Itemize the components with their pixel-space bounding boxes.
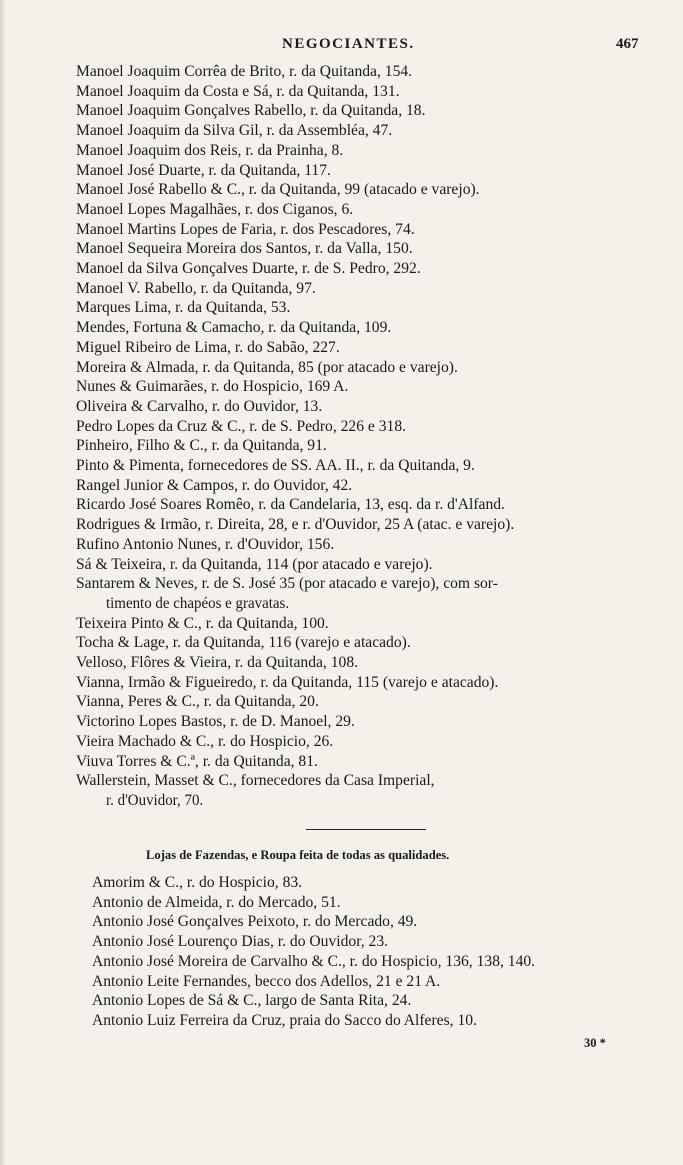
signature-mark: 30 * (584, 1036, 606, 1050)
list-item: Velloso, Flôres & Vieira, r. da Quitanda, 108. (76, 654, 359, 671)
list-item: Vianna, Peres & C., r. da Quitanda, 20. (76, 693, 319, 711)
list-item: Rodrigues & Irmão, r. Direita, 28, e r. d'Ouvidor, 25 A (atac. e varejo). (76, 516, 515, 534)
list-item: Miguel Ribeiro de Lima, r. do Sabão, 227. (76, 338, 340, 356)
list-item: Antonio Leite Fernandes, becco dos Adellos, 21 e 21 A. (92, 972, 441, 990)
list-item: Oliveira & Carvalho, r. do Ouvidor, 13. (76, 397, 323, 415)
list-item: Marques Lima, r. da Quitanda, 53. (76, 299, 291, 317)
list-item: Antonio José Moreira de Carvalho & C., r. do Hospicio, 136, 138, 140. (92, 952, 536, 970)
list-item: Antonio José Gonçalves Peixoto, r. do Mercado, 49. (92, 913, 418, 931)
list-item: Pinheiro, Filho & C., r. da Quitanda, 91. (76, 437, 327, 455)
list-item: Sá & Teixeira, r. da Quitanda, 114 (por atacado e varejo). (76, 555, 433, 573)
list-item: Manoel José Rabello & C., r. da Quitanda, 99 (atacado e varejo). (76, 181, 480, 199)
list-item: Ricardo José Soares Romêo, r. da Candelaria, 13, esq. da r. d'Alfand. (76, 496, 505, 514)
list-item: Manoel Martins Lopes de Faria, r. dos Pescadores, 74. (76, 220, 415, 238)
list-item: Amorim & C., r. do Hospicio, 83. (92, 874, 303, 891)
list-item: Manoel Joaquim Corrêa de Brito, r. da Quitanda, 154. (76, 63, 413, 80)
list-item: Manoel da Silva Gonçalves Duarte, r. de S. Pedro, 292. (76, 260, 421, 277)
list-item: Teixeira Pinto & C., r. da Quitanda, 100. (76, 614, 329, 632)
list-item-continuation: timento de chapéos e gravatas. (106, 594, 290, 612)
list-item: Manoel Lopes Magalhães, r. dos Ciganos, 6. (76, 200, 354, 218)
list-item: Manoel V. Rabello, r. da Quitanda, 97. (76, 279, 316, 297)
section-divider (306, 829, 426, 830)
list-item: Nunes & Guimarães, r. do Hospicio, 169 A. (76, 378, 349, 396)
list-item: Antonio de Almeida, r. do Mercado, 51. (92, 893, 341, 911)
list-item: Vianna, Irmão & Figueiredo, r. da Quitanda, 115 (varejo e atacado). (76, 673, 499, 691)
list-item: Manoel Joaquim Gonçalves Rabello, r. da Quitanda, 18. (76, 102, 426, 120)
list-item: Antonio Luiz Ferreira da Cruz, praia do Sacco do Alferes, 10. (92, 1011, 477, 1029)
list-item: Pinto & Pimenta, fornecedores de SS. AA. II., r. da Quitanda, 9. (76, 457, 475, 474)
list-item: Wallerstein, Masset & C., fornecedores da Casa Imperial, (76, 772, 435, 790)
list-item: Santarem & Neves, r. de S. José 35 (por atacado e varejo), com sor- (76, 575, 498, 593)
list-item: Manoel Joaquim da Silva Gil, r. da Assembléa, 47. (76, 122, 393, 140)
list-item: Manoel José Duarte, r. da Quitanda, 117. (76, 161, 331, 179)
list-item: Manoel Sequeira Moreira dos Santos, r. da Valla, 150. (76, 240, 413, 258)
list-item-continuation: r. d'Ouvidor, 70. (106, 791, 204, 809)
page-number: 467 (616, 36, 639, 52)
list-item: Antonio José Lourenço Dias, r. do Ouvidor, 23. (92, 933, 389, 951)
list-item: Viuva Torres & C.ª, r. da Quitanda, 81. (76, 752, 318, 770)
list-item: Mendes, Fortuna & Camacho, r. da Quitanda, 109. (76, 319, 392, 337)
list-item: Manoel Joaquim dos Reis, r. da Prainha, 8. (76, 141, 344, 159)
list-item: Moreira & Almada, r. da Quitanda, 85 (por atacado e varejo). (76, 358, 458, 376)
section-heading: Lojas de Fazendas, e Roupa feita de todas as qualidades. (146, 848, 450, 862)
running-title: NEGOCIANTES. (282, 36, 415, 52)
list-item: Rangel Junior & Campos, r. do Ouvidor, 42. (76, 476, 353, 494)
list-item: Vieira Machado & C., r. do Hospicio, 26. (76, 732, 334, 750)
list-item: Rufino Antonio Nunes, r. d'Ouvidor, 156. (76, 535, 335, 553)
page-header (0, 36, 683, 58)
list-item: Tocha & Lage, r. da Quitanda, 116 (varejo e atacado). (76, 634, 411, 652)
binding-edge (0, 0, 6, 1165)
list-item: Manoel Joaquim da Costa e Sá, r. da Quitanda, 131. (76, 82, 400, 100)
list-item: Pedro Lopes da Cruz & C., r. de S. Pedro, 226 e 318. (76, 417, 407, 435)
list-item: Victorino Lopes Bastos, r. de D. Manoel, 29. (76, 713, 355, 731)
list-item: Antonio Lopes de Sá & C., largo de Santa Rita, 24. (92, 992, 412, 1010)
